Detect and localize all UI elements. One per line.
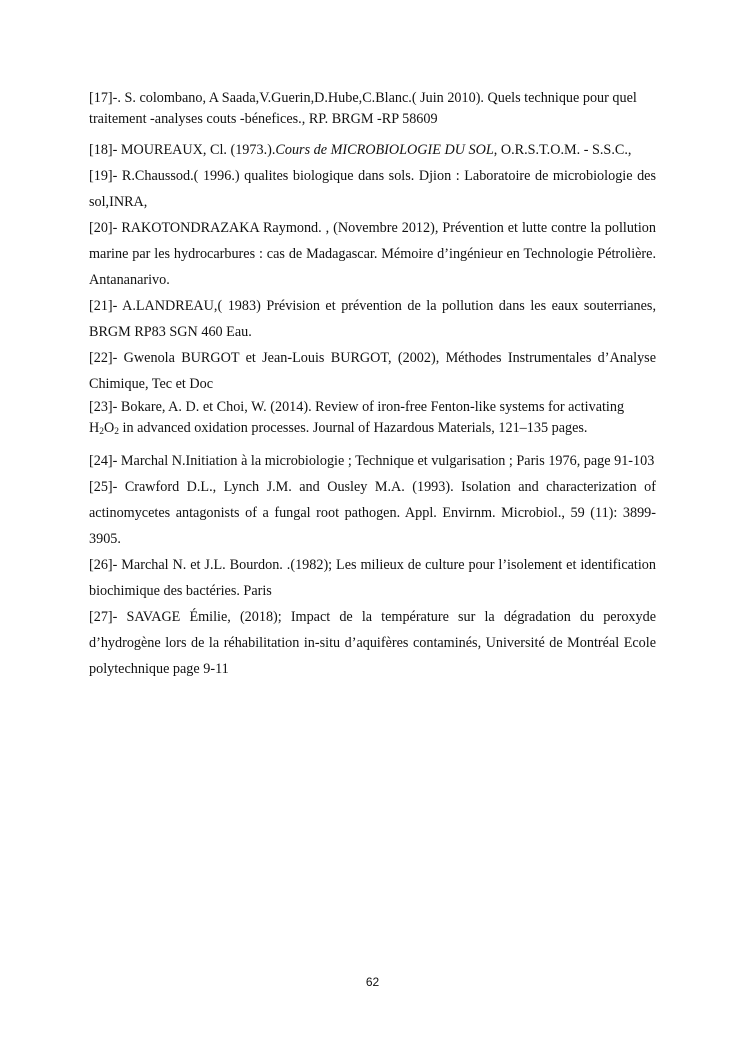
reference-23-text-mid: O	[104, 420, 115, 436]
reference-25: [25]- Crawford D.L., Lynch J.M. and Ousley M.A. (1993). Isolation and characterization of actinomycetes antagonists of a fungal root pathogen. Appl. Envirnm. Microbiol., 59 (11): 3899-3905.	[89, 479, 656, 547]
reference-23	[89, 397, 656, 439]
reference-18-title: Cours de MICROBIOLOGIE DU SOL	[275, 142, 494, 158]
reference-26: [26]- Marchal N. et J.L. Bourdon. .(1982); Les milieux de culture pour l’isolement et identification biochimique des bactéries. Paris	[89, 557, 656, 599]
reference-17: [17]-. S. colombano, A Saada,V.Guerin,D.Hube,C.Blanc.( Juin 2010). Quels technique pour quel traitement -analyses couts -bénefices., RP. BRGM -RP 58609	[89, 90, 637, 127]
reference-23-text-end: in advanced oxidation processes. Journal of Hazardous Materials, 121–135 pages.	[119, 420, 588, 436]
reference-22: [22]- Gwenola BURGOT et Jean-Louis BURGOT, (2002), Méthodes Instrumentales d’Analyse Chimique, Tec et Doc	[89, 350, 656, 392]
reference-23-subscript-2: 2	[114, 427, 119, 437]
reference-24: [24]- Marchal N.Initiation à la microbiologie ; Technique et vulgarisation ; Paris 1976, page 91-103	[89, 453, 655, 469]
reference-20: [20]- RAKOTONDRAZAKA Raymond. , (Novembre 2012), Prévention et lutte contre la pollution marine par les hydrocarbures : cas de Madagascar. Mémoire d’ingénieur en Technologie Pétrolière. Antananarivo.	[89, 220, 656, 288]
reference-23-text-start: [23]- Bokare, A. D. et Choi, W. (2014). Review of iron-free Fenton-like systems for activating H	[89, 399, 625, 436]
reference-23-subscript-1: 2	[99, 427, 104, 437]
reference-18-publisher: , O.R.S.T.O.M. - S.S.C.,	[493, 142, 632, 158]
reference-18	[89, 137, 656, 163]
reference-19: [19]- R.Chaussod.( 1996.) qualites biologique dans sols. Djion : Laboratoire de microbiologie des sol,INRA,	[89, 168, 656, 210]
reference-21: [21]- A.LANDREAU,( 1983) Prévision et prévention de la pollution dans les eaux souterrianes, BRGM RP83 SGN 460 Eau.	[89, 298, 656, 340]
reference-list	[89, 88, 656, 682]
page-number: 62	[365, 975, 380, 989]
reference-18-authors: [18]- MOUREAUX, Cl. (1973.).	[89, 142, 276, 158]
reference-27: [27]- SAVAGE Émilie, (2018); Impact de la température sur la dégradation du peroxyde d’hydrogène lors de la réhabilitation in-situ d’aquifères contaminés, Université de Montréal Ecole polytechnique page 9-11	[89, 609, 656, 677]
